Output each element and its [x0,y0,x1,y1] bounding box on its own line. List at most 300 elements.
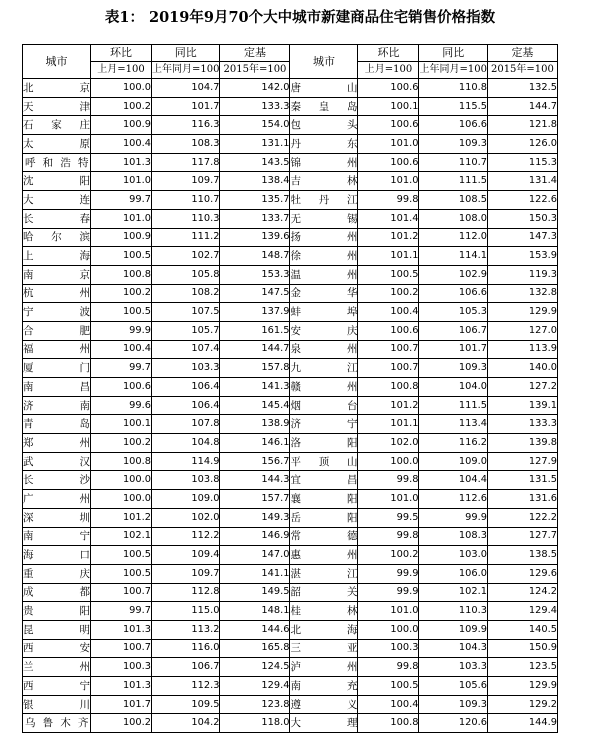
table-row [23,415,558,434]
mom-value-left: 100.2 [91,97,152,116]
table-row [23,378,558,397]
base-value-left: 143.5 [220,153,290,172]
base-value-right: 127.7 [487,527,557,546]
table-row [23,135,558,154]
table-row [23,247,558,266]
mom-subheader-left: 上月=100 [91,62,152,79]
base-value-left: 156.7 [220,452,290,471]
city-cell-right: 韶关 [290,583,358,602]
base-value-right: 123.5 [487,658,557,677]
city-cell-right: 惠州 [290,546,358,565]
mom-value-right: 100.2 [358,284,419,303]
yoy-value-right: 104.4 [419,471,487,490]
yoy-value-right: 106.6 [419,116,487,135]
yoy-value-left: 108.2 [152,284,220,303]
base-value-left: 144.7 [220,340,290,359]
yoy-header-right: 同比 [419,45,487,62]
mom-value-right: 100.7 [358,359,419,378]
mom-value-left: 100.0 [91,490,152,509]
city-cell-left: 兰州 [23,658,91,677]
base-value-right: 113.9 [487,340,557,359]
yoy-value-left: 110.7 [152,191,220,210]
city-cell-left: 银川 [23,695,91,714]
mom-value-left: 100.5 [91,303,152,322]
mom-value-right: 100.7 [358,340,419,359]
yoy-value-right: 112.6 [419,490,487,509]
mom-value-right: 101.1 [358,247,419,266]
base-value-left: 157.7 [220,490,290,509]
mom-value-right: 101.0 [358,172,419,191]
table-row [23,546,558,565]
yoy-value-right: 105.6 [419,677,487,696]
yoy-value-left: 101.7 [152,97,220,116]
base-value-left: 144.6 [220,620,290,639]
base-value-right: 132.5 [487,79,557,98]
table-row [23,602,558,621]
city-cell-left: 成都 [23,583,91,602]
mom-value-left: 100.6 [91,378,152,397]
table-row [23,191,558,210]
city-cell-right: 无锡 [290,209,358,228]
yoy-value-left: 108.3 [152,135,220,154]
base-value-left: 147.0 [220,546,290,565]
city-cell-right: 烟台 [290,396,358,415]
base-value-right: 129.9 [487,677,557,696]
city-cell-right: 宜昌 [290,471,358,490]
city-cell-right: 徐州 [290,247,358,266]
mom-value-right: 101.2 [358,228,419,247]
city-cell-right: 赣州 [290,378,358,397]
table-row [23,228,558,247]
city-cell-right: 唐山 [290,79,358,98]
city-cell-left: 福州 [23,340,91,359]
base-value-left: 133.3 [220,97,290,116]
base-value-left: 138.4 [220,172,290,191]
table-row [23,583,558,602]
mom-value-right: 101.0 [358,135,419,154]
city-cell-right: 襄阳 [290,490,358,509]
base-value-left: 148.1 [220,602,290,621]
base-value-right: 129.2 [487,695,557,714]
table-row [23,359,558,378]
city-cell-left: 济南 [23,396,91,415]
mom-value-right: 102.0 [358,434,419,453]
mom-value-left: 100.8 [91,265,152,284]
mom-value-right: 100.5 [358,265,419,284]
yoy-value-right: 106.6 [419,284,487,303]
mom-value-right: 99.5 [358,508,419,527]
base-value-left: 141.1 [220,564,290,583]
mom-value-right: 99.8 [358,527,419,546]
yoy-value-right: 111.5 [419,172,487,191]
yoy-value-right: 110.3 [419,602,487,621]
city-cell-right: 湛江 [290,564,358,583]
yoy-value-left: 116.0 [152,639,220,658]
table-row [23,172,558,191]
mom-value-right: 101.0 [358,490,419,509]
base-value-right: 119.3 [487,265,557,284]
base-value-right: 150.9 [487,639,557,658]
base-value-right: 133.3 [487,415,557,434]
base-value-left: 149.5 [220,583,290,602]
base-value-right: 147.3 [487,228,557,247]
base-value-right: 129.6 [487,564,557,583]
city-cell-right: 牡丹江 [290,191,358,210]
base-value-right: 127.2 [487,378,557,397]
base-value-right: 129.9 [487,303,557,322]
yoy-value-right: 105.3 [419,303,487,322]
yoy-value-left: 103.3 [152,359,220,378]
city-cell-right: 大理 [290,714,358,733]
base-value-left: 142.0 [220,79,290,98]
mom-value-left: 101.3 [91,677,152,696]
yoy-value-right: 110.7 [419,153,487,172]
city-cell-left: 郑州 [23,434,91,453]
city-header-right: 城市 [290,45,358,79]
city-cell-left: 北京 [23,79,91,98]
city-cell-right: 南充 [290,677,358,696]
city-cell-right: 北海 [290,620,358,639]
mom-value-right: 101.0 [358,602,419,621]
base-value-left: 123.8 [220,695,290,714]
base-value-left: 146.1 [220,434,290,453]
city-cell-left: 哈尔滨 [23,228,91,247]
mom-value-right: 100.1 [358,97,419,116]
mom-value-left: 100.7 [91,639,152,658]
base-subheader-right: 2015年=100 [487,62,557,79]
yoy-value-right: 112.0 [419,228,487,247]
table-row [23,490,558,509]
base-value-left: 145.4 [220,396,290,415]
city-cell-right: 包头 [290,116,358,135]
city-cell-left: 西安 [23,639,91,658]
yoy-value-left: 117.8 [152,153,220,172]
yoy-value-right: 114.1 [419,247,487,266]
city-cell-right: 平顶山 [290,452,358,471]
mom-value-left: 100.0 [91,79,152,98]
base-subheader-left: 2015年=100 [220,62,290,79]
yoy-value-right: 108.3 [419,527,487,546]
mom-value-right: 100.0 [358,620,419,639]
base-header-right: 定基 [487,45,557,62]
city-cell-right: 蚌埠 [290,303,358,322]
mom-value-left: 100.2 [91,284,152,303]
yoy-value-right: 99.9 [419,508,487,527]
mom-value-left: 100.0 [91,471,152,490]
mom-value-right: 100.4 [358,303,419,322]
base-value-right: 140.5 [487,620,557,639]
mom-value-left: 99.6 [91,396,152,415]
mom-value-left: 100.9 [91,116,152,135]
base-value-left: 118.0 [220,714,290,733]
yoy-value-left: 104.8 [152,434,220,453]
mom-value-right: 100.6 [358,321,419,340]
yoy-value-left: 110.3 [152,209,220,228]
base-value-left: 144.3 [220,471,290,490]
mom-value-left: 100.2 [91,434,152,453]
yoy-value-left: 109.7 [152,564,220,583]
table-row [23,340,558,359]
mom-value-left: 99.7 [91,191,152,210]
city-cell-left: 呼和浩特 [23,153,91,172]
yoy-value-right: 116.2 [419,434,487,453]
mom-value-right: 99.9 [358,583,419,602]
base-value-left: 133.7 [220,209,290,228]
yoy-value-right: 109.9 [419,620,487,639]
city-cell-left: 乌鲁木齐 [23,714,91,733]
table-row [23,434,558,453]
mom-value-left: 100.5 [91,564,152,583]
base-header-left: 定基 [220,45,290,62]
city-cell-left: 大连 [23,191,91,210]
yoy-value-right: 111.5 [419,396,487,415]
base-value-right: 122.6 [487,191,557,210]
base-value-right: 153.9 [487,247,557,266]
city-cell-left: 青岛 [23,415,91,434]
mom-value-right: 100.6 [358,153,419,172]
city-cell-right: 洛阳 [290,434,358,453]
yoy-value-left: 107.4 [152,340,220,359]
mom-header-left: 环比 [91,45,152,62]
city-cell-left: 南宁 [23,527,91,546]
city-cell-left: 长沙 [23,471,91,490]
mom-value-left: 101.2 [91,508,152,527]
table-row [23,714,558,733]
mom-value-left: 100.8 [91,452,152,471]
table-row [23,677,558,696]
base-value-right: 122.2 [487,508,557,527]
base-value-right: 144.7 [487,97,557,116]
yoy-value-left: 102.0 [152,508,220,527]
city-cell-left: 长春 [23,209,91,228]
table-row [23,620,558,639]
city-cell-left: 海口 [23,546,91,565]
base-value-left: 153.3 [220,265,290,284]
yoy-value-left: 106.4 [152,396,220,415]
table-row [23,284,558,303]
base-value-left: 148.7 [220,247,290,266]
city-cell-right: 泉州 [290,340,358,359]
table-row [23,321,558,340]
yoy-value-left: 103.8 [152,471,220,490]
city-cell-left: 南昌 [23,378,91,397]
mom-value-left: 100.5 [91,247,152,266]
table-row [23,695,558,714]
city-cell-left: 上海 [23,247,91,266]
yoy-value-right: 106.7 [419,321,487,340]
city-cell-left: 深圳 [23,508,91,527]
yoy-value-left: 106.4 [152,378,220,397]
mom-value-right: 100.8 [358,378,419,397]
mom-value-left: 100.4 [91,135,152,154]
city-cell-left: 石家庄 [23,116,91,135]
yoy-value-right: 104.0 [419,378,487,397]
city-cell-right: 温州 [290,265,358,284]
mom-value-left: 100.1 [91,415,152,434]
table-title: 表1： 2019年9月70个大中城市新建商品住宅销售价格指数 [104,9,496,26]
yoy-value-left: 112.3 [152,677,220,696]
mom-value-left: 100.9 [91,228,152,247]
base-value-right: 140.0 [487,359,557,378]
mom-value-right: 99.9 [358,564,419,583]
base-value-left: 124.5 [220,658,290,677]
mom-value-right: 100.8 [358,714,419,733]
yoy-value-right: 115.5 [419,97,487,116]
yoy-value-left: 105.8 [152,265,220,284]
city-cell-left: 贵阳 [23,602,91,621]
mom-value-left: 100.3 [91,658,152,677]
yoy-value-right: 106.0 [419,564,487,583]
yoy-value-left: 104.7 [152,79,220,98]
table-row [23,303,558,322]
base-value-left: 129.4 [220,677,290,696]
base-value-left: 131.1 [220,135,290,154]
city-cell-right: 常德 [290,527,358,546]
mom-value-left: 101.7 [91,695,152,714]
yoy-subheader-right: 上年同月=100 [419,62,487,79]
mom-value-right: 100.4 [358,695,419,714]
base-value-right: 124.2 [487,583,557,602]
mom-header-right: 环比 [358,45,419,62]
mom-value-right: 101.1 [358,415,419,434]
mom-value-left: 99.9 [91,321,152,340]
table-row [23,639,558,658]
table-row [23,97,558,116]
city-cell-left: 广州 [23,490,91,509]
mom-value-right: 99.8 [358,191,419,210]
table-row [23,79,558,98]
base-value-right: 129.4 [487,602,557,621]
yoy-value-right: 103.0 [419,546,487,565]
city-cell-right: 安庆 [290,321,358,340]
yoy-value-left: 115.0 [152,602,220,621]
base-value-left: 147.5 [220,284,290,303]
mom-value-left: 100.7 [91,583,152,602]
base-value-right: 132.8 [487,284,557,303]
city-cell-right: 金华 [290,284,358,303]
table-row [23,471,558,490]
yoy-value-left: 106.7 [152,658,220,677]
mom-value-left: 100.5 [91,546,152,565]
yoy-value-left: 112.2 [152,527,220,546]
base-value-left: 139.6 [220,228,290,247]
price-index-table [22,44,558,733]
table-row [23,209,558,228]
mom-value-left: 102.1 [91,527,152,546]
base-value-right: 144.9 [487,714,557,733]
city-cell-right: 九江 [290,359,358,378]
table-row [23,265,558,284]
city-header-left: 城市 [23,45,91,79]
base-value-right: 131.5 [487,471,557,490]
yoy-value-right: 104.3 [419,639,487,658]
yoy-value-left: 109.0 [152,490,220,509]
mom-value-left: 101.0 [91,209,152,228]
mom-value-right: 100.2 [358,546,419,565]
yoy-value-left: 102.7 [152,247,220,266]
base-value-left: 135.7 [220,191,290,210]
yoy-value-right: 102.1 [419,583,487,602]
base-value-left: 157.8 [220,359,290,378]
base-value-left: 165.8 [220,639,290,658]
mom-value-left: 101.3 [91,153,152,172]
mom-value-left: 101.0 [91,172,152,191]
city-cell-left: 厦门 [23,359,91,378]
mom-value-left: 100.4 [91,340,152,359]
base-value-left: 146.9 [220,527,290,546]
mom-value-left: 99.7 [91,359,152,378]
table-row [23,527,558,546]
yoy-value-right: 109.0 [419,452,487,471]
yoy-value-right: 109.3 [419,359,487,378]
mom-value-right: 100.6 [358,116,419,135]
table-row [23,396,558,415]
city-cell-right: 丹东 [290,135,358,154]
mom-value-right: 100.6 [358,79,419,98]
yoy-value-left: 105.7 [152,321,220,340]
header-row-top [23,45,558,62]
city-cell-left: 天津 [23,97,91,116]
city-cell-right: 秦皇岛 [290,97,358,116]
city-cell-left: 沈阳 [23,172,91,191]
yoy-value-left: 109.4 [152,546,220,565]
mom-value-left: 99.7 [91,602,152,621]
yoy-subheader-left: 上年同月=100 [152,62,220,79]
base-value-left: 137.9 [220,303,290,322]
city-cell-right: 锦州 [290,153,358,172]
yoy-value-right: 109.3 [419,135,487,154]
yoy-value-right: 102.9 [419,265,487,284]
mom-value-right: 100.0 [358,452,419,471]
mom-value-right: 101.2 [358,396,419,415]
base-value-right: 139.8 [487,434,557,453]
mom-value-right: 100.3 [358,639,419,658]
yoy-value-right: 101.7 [419,340,487,359]
yoy-value-right: 110.8 [419,79,487,98]
base-value-right: 139.1 [487,396,557,415]
yoy-value-right: 109.3 [419,695,487,714]
mom-subheader-right: 上月=100 [358,62,419,79]
table-body [23,79,558,733]
city-cell-left: 西宁 [23,677,91,696]
table-row [23,116,558,135]
mom-value-right: 99.8 [358,471,419,490]
city-cell-right: 岳阳 [290,508,358,527]
yoy-value-right: 108.5 [419,191,487,210]
mom-value-left: 101.3 [91,620,152,639]
base-value-right: 126.0 [487,135,557,154]
yoy-value-left: 116.3 [152,116,220,135]
table-row [23,658,558,677]
yoy-value-left: 107.8 [152,415,220,434]
base-value-right: 121.8 [487,116,557,135]
base-value-right: 127.9 [487,452,557,471]
yoy-header-left: 同比 [152,45,220,62]
mom-value-right: 99.8 [358,658,419,677]
mom-value-right: 100.5 [358,677,419,696]
city-cell-left: 杭州 [23,284,91,303]
base-value-right: 127.0 [487,321,557,340]
city-cell-left: 武汉 [23,452,91,471]
table-row [23,153,558,172]
table-row [23,564,558,583]
city-cell-left: 南京 [23,265,91,284]
base-value-left: 154.0 [220,116,290,135]
table-row [23,508,558,527]
yoy-value-left: 111.2 [152,228,220,247]
base-value-left: 149.3 [220,508,290,527]
yoy-value-right: 103.3 [419,658,487,677]
